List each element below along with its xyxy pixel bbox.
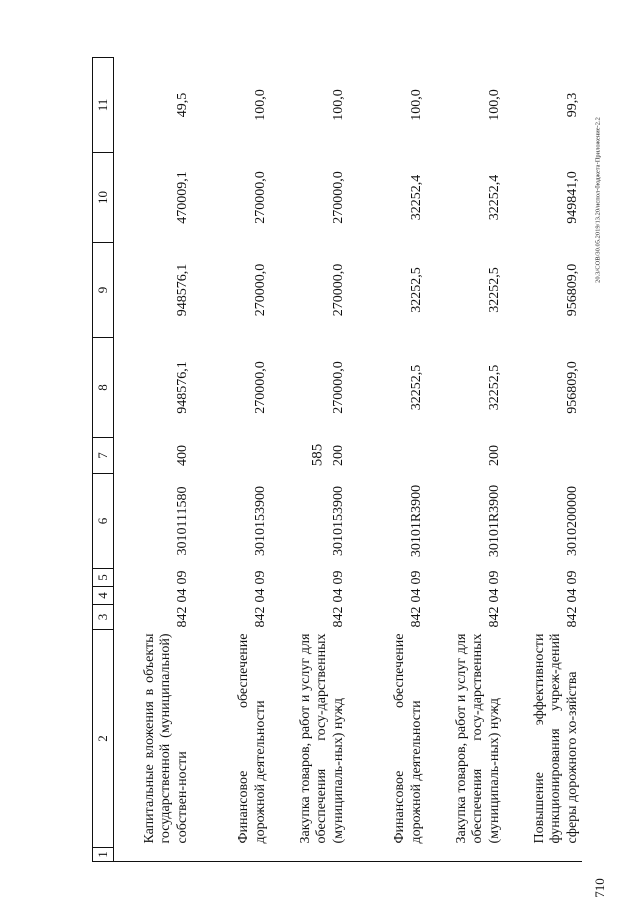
column-header: 8 (93, 338, 114, 438)
cell-c11: 100,0 (487, 89, 503, 121)
cell-c4: 04 (409, 588, 425, 603)
budget-table (92, 57, 582, 862)
cell-c6: 3010111580 (175, 486, 191, 556)
table-row (192, 58, 270, 862)
cell-c6: 3010153900 (253, 486, 269, 556)
column-header: 3 (93, 605, 114, 630)
column-header: 4 (93, 587, 114, 605)
cell-c4: 04 (175, 588, 191, 603)
cell-c9: 270000,0 (331, 263, 347, 317)
table-row (504, 58, 582, 862)
cell-c7 (348, 438, 426, 474)
column-header: 11 (93, 58, 114, 153)
row-number-cell (270, 848, 348, 862)
cell-c10: 32252,4 (487, 174, 503, 221)
column-header: 9 (93, 243, 114, 338)
cell-c4: 04 (253, 588, 269, 603)
cell-c5: 09 (487, 570, 503, 585)
cell-c5: 09 (175, 570, 191, 585)
row-name-cell: Закупка товаров, работ и услуг для обеспечения госу-дарственных (муниципаль-ных) нужд (453, 633, 503, 844)
cell-c6: 3010153900 (331, 486, 347, 556)
row-name-cell: Финансовое обеспечение дорожной деятельности (236, 633, 269, 844)
footer-file-path-text: 20.3/СОВ/30.05.2019/13.20/испол-бюджета-Приложение-2.2 (594, 117, 602, 283)
row-name-cell: Финансовое обеспечение дорожной деятельности (392, 633, 425, 844)
cell-c3: 842 (409, 606, 425, 628)
cell-c10: 470009,1 (175, 171, 191, 224)
cell-c9: 270000,0 (253, 263, 269, 317)
cell-c7 (504, 438, 582, 474)
cell-c11: 100,0 (331, 89, 347, 121)
table-row (114, 58, 193, 862)
page-number-text: 585 (309, 443, 326, 467)
column-header: 10 (93, 153, 114, 243)
cell-c5: 09 (253, 570, 269, 585)
cell-c11: 100,0 (253, 89, 269, 121)
cell-c10: 270000,0 (331, 171, 347, 224)
cell-c5: 09 (331, 570, 347, 585)
cell-c6: 30101R3900 (487, 484, 503, 558)
row-number-cell (348, 848, 426, 862)
cell-c7 (192, 438, 270, 474)
column-header: 2 (93, 630, 114, 848)
row-number-cell (114, 848, 193, 862)
cell-c8: 956809,0 (565, 361, 581, 414)
cell-c10: 270000,0 (253, 171, 269, 224)
column-header: 5 (93, 569, 114, 587)
cell-c3: 842 (487, 606, 503, 628)
column-header: 7 (93, 438, 114, 474)
cell-c3: 842 (565, 606, 581, 628)
row-name-cell: Закупка товаров, работ и услуг для обеспечения госу-дарственных (муниципаль-ных) нужд (297, 633, 347, 844)
row-name-cell: Повышение эффективности функционирования учреж-дений сферы дорожного хо-зяйства (531, 633, 581, 844)
cell-c10: 949841,0 (565, 171, 581, 224)
cell-c8: 32252,5 (409, 364, 425, 411)
cell-c7: 200 (331, 445, 347, 466)
cell-c9: 956809,0 (565, 263, 581, 317)
cell-c5: 09 (409, 570, 425, 585)
cell-c3: 842 (253, 606, 269, 628)
cell-c6: 3010200000 (565, 486, 581, 556)
cell-c5: 09 (565, 570, 581, 585)
cell-c4: 04 (331, 588, 347, 603)
column-header: 1 (93, 848, 114, 862)
column-header: 6 (93, 474, 114, 569)
cell-c3: 842 (175, 606, 191, 628)
table-row (348, 58, 426, 862)
cell-c11: 49,5 (175, 92, 191, 118)
corner-number-text: 710 (592, 878, 607, 898)
cell-c8: 270000,0 (331, 361, 347, 414)
cell-c8: 270000,0 (253, 361, 269, 414)
row-name-cell: Капитальные вложения в объекты государственной (муниципальной) собствен-ности (141, 633, 191, 844)
cell-c4: 04 (565, 588, 581, 603)
row-number-cell (504, 848, 582, 862)
table-header-row (93, 58, 114, 862)
cell-c7: 200 (487, 445, 503, 466)
table-row (270, 58, 348, 862)
cell-c11: 100,0 (409, 89, 425, 121)
cell-c8: 948576,1 (175, 361, 191, 414)
cell-c4: 04 (487, 588, 503, 603)
cell-c10: 32252,4 (409, 174, 425, 221)
table-row (426, 58, 504, 862)
cell-c9: 948576,1 (175, 263, 191, 317)
rotated-table-wrapper (92, 58, 581, 862)
cell-c6: 30101R3900 (409, 484, 425, 558)
row-number-cell (426, 848, 504, 862)
cell-c9: 32252,5 (487, 267, 503, 313)
cell-c7: 400 (175, 445, 191, 466)
cell-c11: 99,3 (565, 92, 581, 118)
cell-c8: 32252,5 (487, 364, 503, 411)
cell-c3: 842 (331, 606, 347, 628)
cell-c9: 32252,5 (409, 267, 425, 313)
row-number-cell (192, 848, 270, 862)
